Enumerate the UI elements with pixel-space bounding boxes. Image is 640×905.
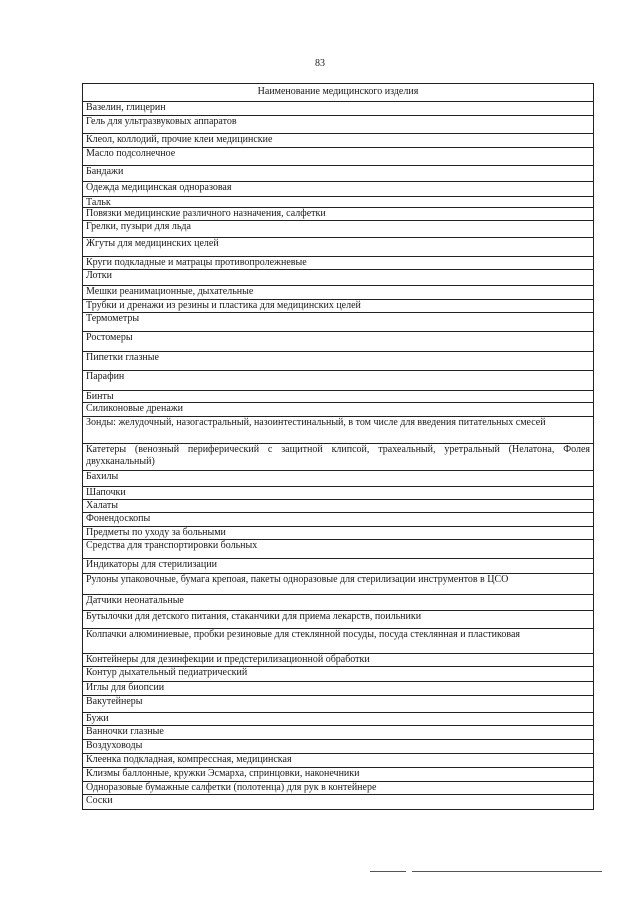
table-row: Вазелин, глицерин <box>83 102 593 116</box>
table-row: Фонендоскопы <box>83 513 593 527</box>
table-row: Клеол, коллодий, прочие клеи медицинские <box>83 134 593 148</box>
table-row: Масло подсолнечное <box>83 148 593 166</box>
table-row: Грелки, пузыри для льда <box>83 221 593 238</box>
table-row: Халаты <box>83 500 593 513</box>
table-row: Индикаторы для стерилизации <box>83 559 593 574</box>
table-row: Рулоны упаковочные, бумага крепоая, пакеты одноразовые для стерилизации инструментов в ЦСО <box>83 574 593 595</box>
table-row: Датчики неонатальные <box>83 595 593 611</box>
page-number: 83 <box>315 58 325 69</box>
table-row: Парафин <box>83 371 593 391</box>
table-row: Лотки <box>83 270 593 286</box>
table-row: Средства для транспортировки больных <box>83 540 593 559</box>
table-row: Пипетки глазные <box>83 352 593 371</box>
table-row: Круги подкладные и матрацы противопролежневые <box>83 257 593 270</box>
table-row: Предметы по уходу за больными <box>83 527 593 540</box>
table-row: Силиконовые дренажи <box>83 403 593 417</box>
footer-rule <box>370 871 406 872</box>
table-row: Тальк <box>83 197 593 208</box>
table-row: Бужи <box>83 713 593 726</box>
table-row: Ванночки глазные <box>83 726 593 740</box>
table-row: Иглы для биопсии <box>83 682 593 696</box>
table-row: Клизмы баллонные, кружки Эсмарха, спринцовки, наконечники <box>83 768 593 782</box>
medical-devices-table <box>82 83 594 810</box>
table-header: Наименование медицинского изделия <box>83 84 593 102</box>
table-row: Трубки и дренажи из резины и пластика для медицинских целей <box>83 300 593 313</box>
table-row: Одноразовые бумажные салфетки (полотенца) для рук в контейнере <box>83 782 593 795</box>
table-row: Жгуты для медицинских целей <box>83 238 593 257</box>
table-row: Катетеры (венозный периферический с защитной клипсой, трахеальный, уретральный (Нелатона, Фолея двухканальный) <box>83 444 593 471</box>
table-row: Шапочки <box>83 487 593 500</box>
table-row: Бахилы <box>83 471 593 487</box>
table-row: Мешки реанимационные, дыхательные <box>83 286 593 300</box>
table-row: Бандажи <box>83 166 593 182</box>
table-row: Контур дыхательный педиатрический <box>83 667 593 682</box>
table-row: Ростомеры <box>83 332 593 352</box>
table-row: Воздуховоды <box>83 740 593 754</box>
table-row: Одежда медицинская одноразовая <box>83 182 593 197</box>
table-row: Вакутейнеры <box>83 696 593 713</box>
table-row: Колпачки алюминиевые, пробки резиновые для стеклянной посуды, посуда стеклянная и пластиковая <box>83 629 593 654</box>
table-row: Повязки медицинские различного назначения, салфетки <box>83 208 593 221</box>
table-row: Бинты <box>83 391 593 403</box>
table-row: Зонды: желудочный, назогастральный, назоинтестинальный, в том числе для введения питательных смесей <box>83 417 593 444</box>
footer-rule <box>412 871 602 872</box>
table-row: Соски <box>86 795 113 806</box>
table-row: Термометры <box>83 313 593 332</box>
table-row: Контейнеры для дезинфекции и предстерилизационной обработки <box>83 654 593 667</box>
table-row: Бутылочки для детского питания, стаканчики для приема лекарств, поильники <box>83 611 593 629</box>
table-row: Гель для ультразвуковых аппаратов <box>83 116 593 134</box>
table-row: Клеенка подкладная, компрессная, медицинская <box>83 754 593 768</box>
